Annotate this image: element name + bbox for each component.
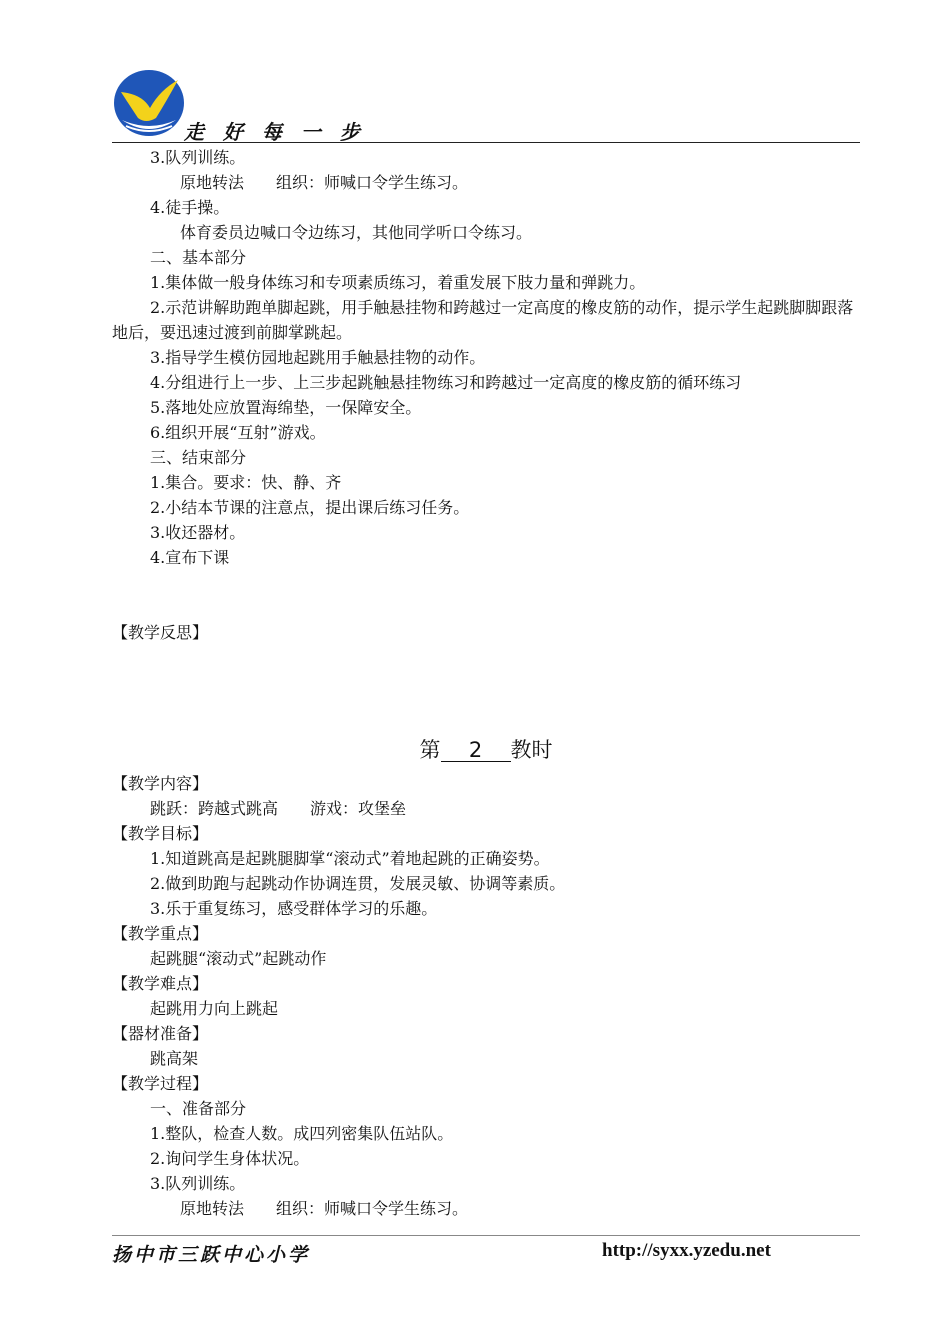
header-motto: 走 好 每 一 步 — [184, 120, 366, 144]
text-line: 4.分组进行上一步、上三步起跳触悬挂物练习和跨越过一定高度的橡皮筋的循环练习 — [150, 373, 742, 392]
text-line: 2.小结本节课的注意点，提出课后练习任务。 — [150, 498, 470, 517]
document-body — [112, 145, 860, 1221]
text-line: 体育委员边喊口令边练习，其他同学听口令练习。 — [180, 223, 533, 242]
text-line: 2.做到助跑与起跳动作协调连贯，发展灵敏、协调等素质。 — [150, 874, 566, 893]
section-label: 【教学内容】 — [112, 774, 209, 793]
reflection-label: 【教学反思】 — [112, 623, 209, 642]
text-line: 2.询问学生身体状况。 — [150, 1149, 310, 1168]
section-label: 【教学重点】 — [112, 924, 209, 943]
text-line: 6.组织开展“互射”游戏。 — [150, 423, 326, 442]
section-heading: 二、基本部分 — [150, 248, 247, 267]
spacer — [112, 570, 860, 620]
page-header — [112, 68, 860, 144]
text-line: 3.指导学生模仿园地起跳用手触悬挂物的动作。 — [150, 348, 486, 367]
text-line: 原地转法 组织：师喊口令学生练习。 — [180, 1199, 469, 1218]
section-heading: 三、结束部分 — [150, 448, 247, 467]
school-logo-icon — [112, 68, 186, 142]
lesson-title-suffix: 教时 — [510, 738, 553, 762]
lesson-number: 2 — [441, 739, 511, 762]
footer-url: http://syxx.yzedu.net — [602, 1240, 771, 1261]
text-paragraph: 2.示范讲解助跑单脚起跳，用手触悬挂物和跨越过一定高度的橡皮筋的动作，提示学生起跳脚脚跟落地后，要迅速过渡到前脚掌跳起。 — [112, 298, 854, 342]
text-line: 跳跃：跨越式跳高 游戏：攻堡垒 — [150, 799, 407, 818]
section-label: 【教学目标】 — [112, 824, 209, 843]
lesson-title-prefix: 第 — [419, 738, 441, 762]
header-divider — [112, 142, 860, 143]
text-line: 4.宣布下课 — [150, 548, 230, 567]
text-line: 起跳用力向上跳起 — [150, 999, 279, 1018]
section-label: 【教学难点】 — [112, 974, 209, 993]
text-line: 1.集体做一般身体练习和专项素质练习，着重发展下肢力量和弹跳力。 — [150, 273, 646, 292]
footer-school-name: 扬中市三跃中心小学 — [112, 1244, 311, 1266]
text-line: 4.徒手操。 — [150, 198, 230, 217]
text-line: 1.整队，检查人数。成四列密集队伍站队。 — [150, 1124, 454, 1143]
text-line: 5.落地处应放置海绵垫，一保障安全。 — [150, 398, 422, 417]
section-label: 【教学过程】 — [112, 1074, 209, 1093]
section-heading: 一、准备部分 — [150, 1099, 247, 1118]
text-line: 1.知道跳高是起跳腿脚掌“滚动式”着地起跳的正确姿势。 — [150, 849, 550, 868]
text-line: 1.集合。要求：快、静、齐 — [150, 473, 342, 492]
text-line: 原地转法 组织：师喊口令学生练习。 — [180, 173, 469, 192]
section-label: 【器材准备】 — [112, 1024, 209, 1043]
text-line: 3.队列训练。 — [150, 1174, 246, 1193]
text-line: 3.队列训练。 — [150, 148, 246, 167]
lesson-title — [112, 734, 860, 766]
text-line: 起跳腿“滚动式”起跳动作 — [150, 949, 327, 968]
footer-divider — [112, 1235, 860, 1236]
text-line: 3.收还器材。 — [150, 523, 246, 542]
text-line: 跳高架 — [150, 1049, 199, 1068]
text-line: 3.乐于重复练习，感受群体学习的乐趣。 — [150, 899, 438, 918]
spacer — [112, 645, 860, 720]
